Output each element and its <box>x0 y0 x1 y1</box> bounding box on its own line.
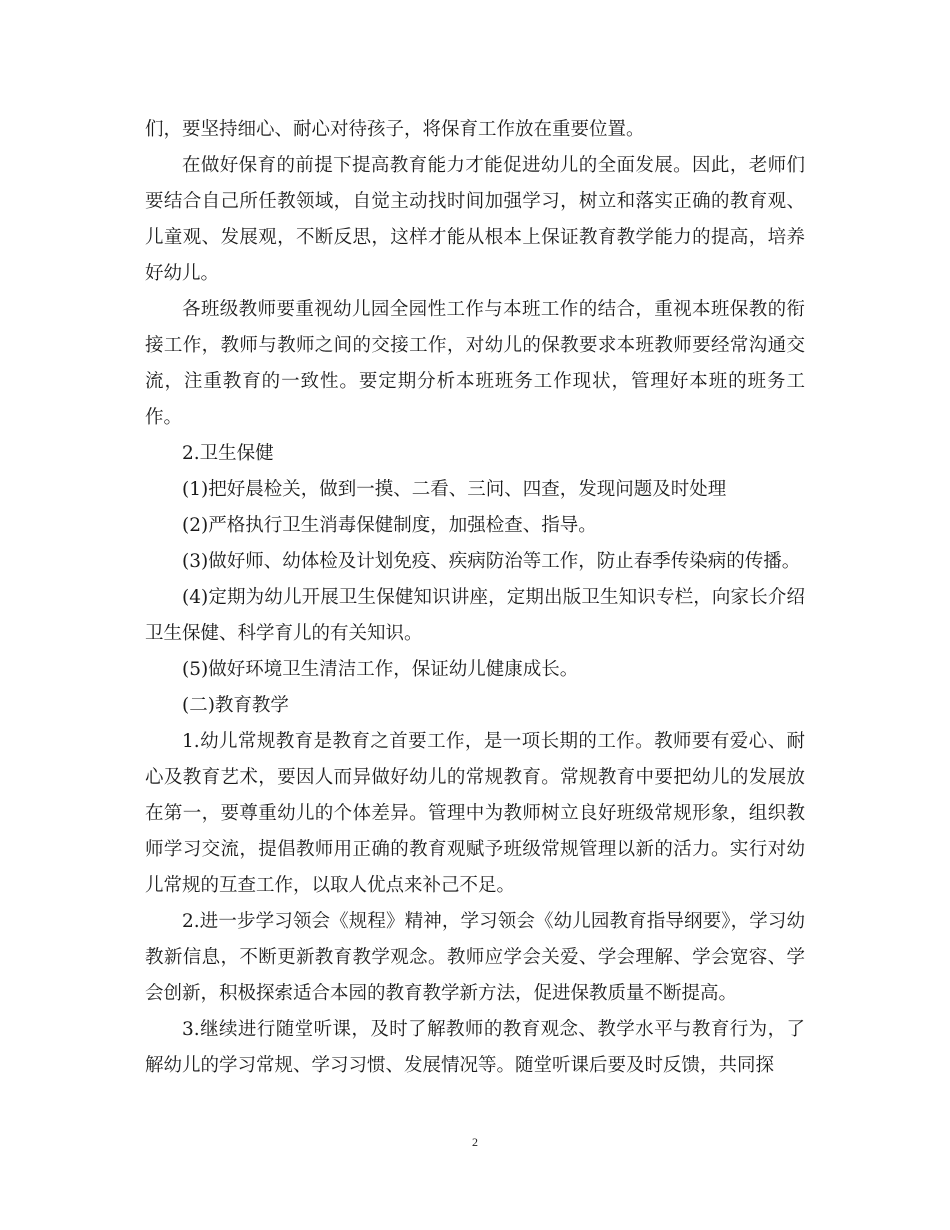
list-item-environment: (5)做好环境卫生清洁工作，保证幼儿健康成长。 <box>182 659 579 680</box>
paragraph-class-teachers: 各班级教师要重视幼儿园全园性工作与本班工作的结合，重视本班保教的衔接工作，教师与教师之间的交接工作，对幼儿的保教要求本班教师要经常沟通交流，注重教育的一致性。要定期分析本班班务工作现状，管理好本班的班务工作。 <box>145 299 805 428</box>
paragraph-routine-education: 1.幼儿常规教育是教育之首要工作，是一项长期的工作。教师要有爱心、耐心及教育艺术，要因人而异做好幼儿的常规教育。常规教育中要把幼儿的发展放在第一，要尊重幼儿的个体差异。管理中为教师树立良好班级常规形象，组织教师学习交流，提倡教师用正确的教育观赋予班级常规管理以新的活力。实行对幼儿常规的互查工作，以取人优点来补己不足。 <box>145 731 805 896</box>
paragraph-continuation: 们，要坚持细心、耐心对待孩子，将保育工作放在重要位置。 <box>145 119 645 140</box>
paragraph-class-observation: 3.继续进行随堂听课，及时了解教师的教育观念、教学水平与教育行为，了解幼儿的学习常规、学习习惯、发展情况等。随堂听课后要及时反馈，共同探 <box>145 1019 805 1076</box>
section-heading-health-care: 2.卫生保健 <box>182 443 274 464</box>
list-item-morning-check: (1)把好晨检关，做到一摸、二看、三问、四查，发现问题及时处理 <box>182 479 727 500</box>
paragraph-education-ability: 在做好保育的前提下提高教育能力才能促进幼儿的全面发展。因此，老师们要结合自己所任教领域，自觉主动找时间加强学习，树立和落实正确的教育观、儿童观、发展观，不断反思，这样才能从根本上保证教育教学能力的提高，培养好幼儿。 <box>145 155 805 284</box>
document-body <box>145 112 805 1084</box>
list-item-health-lectures: (4)定期为幼儿开展卫生保健知识讲座，定期出版卫生知识专栏，向家长介绍卫生保健、科学育儿的有关知识。 <box>145 587 805 644</box>
section-heading-education-teaching: (二)教育教学 <box>182 695 289 716</box>
list-item-physical-exam: (3)做好师、幼体检及计划免疫、疾病防治等工作，防止春季传染病的传播。 <box>182 551 801 572</box>
page-number: 2 <box>472 1135 478 1149</box>
paragraph-study-guidelines: 2.进一步学习领会《规程》精神，学习领会《幼儿园教育指导纲要》，学习幼教新信息，不断更新教育教学观念。教师应学会关爱、学会理解、学会宽容、学会创新，积极探索适合本园的教育教学新方法，促进保教质量不断提高。 <box>145 911 805 1004</box>
list-item-disinfection: (2)严格执行卫生消毒保健制度，加强检查、指导。 <box>182 515 597 536</box>
